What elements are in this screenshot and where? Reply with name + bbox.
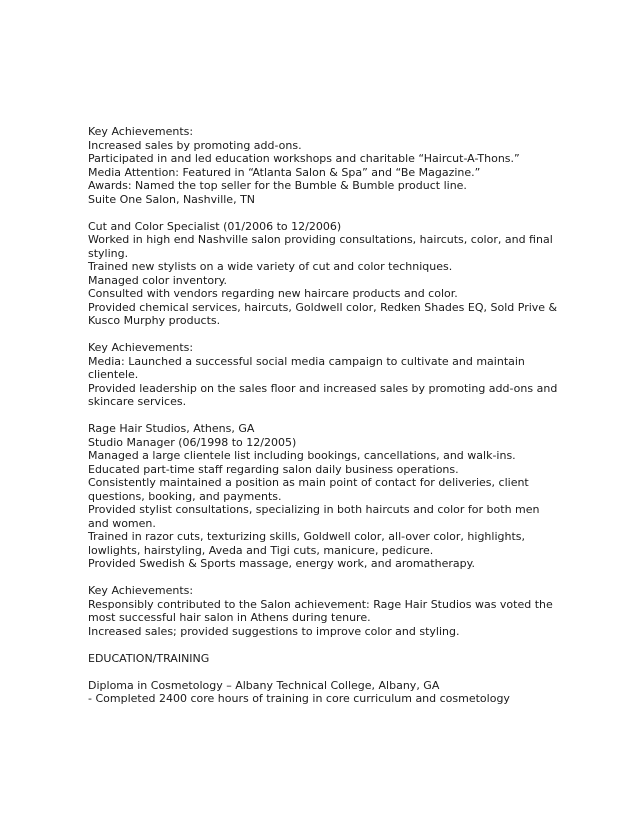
list-item: Awards: Named the top seller for the Bumble & Bumble product line. xyxy=(88,179,467,192)
section-heading: Key Achievements: xyxy=(88,341,194,354)
spacer xyxy=(88,409,558,423)
list-item: Worked in high end Nashville salon providing consultations, haircuts, color, and final styling. xyxy=(88,233,553,260)
job-cut-and-color-specialist xyxy=(88,220,558,328)
list-item: Provided stylist consultations, specializing in both haircuts and color for both men and women. xyxy=(88,503,540,530)
spacer xyxy=(88,665,558,679)
employer-line: Suite One Salon, Nashville, TN xyxy=(88,192,256,206)
spacer xyxy=(88,638,558,652)
list-item: Diploma in Cosmetology – Albany Technical College, Albany, GA xyxy=(88,678,440,692)
list-item: Increased sales; provided suggestions to improve color and styling. xyxy=(88,624,460,638)
spacer xyxy=(88,206,558,220)
resume-page xyxy=(88,125,558,706)
list-item: Provided Swedish & Sports massage, energy work, and aromatherapy. xyxy=(88,557,476,570)
list-item: Responsibly contributed to the Salon achievement: Rage Hair Studios was voted the most successful hair salon in Athens during tenure. xyxy=(88,597,553,624)
list-item: Participated in and led education workshops and charitable “Haircut-A-Thons.” xyxy=(88,152,520,165)
key-achievements-section-3 xyxy=(88,584,558,638)
list-item: Media Attention: Featured in “Atlanta Salon & Spa” and “Be Magazine.” xyxy=(88,165,481,179)
job-title: Cut and Color Specialist (01/2006 to 12/2006) xyxy=(88,219,342,233)
list-item: Consulted with vendors regarding new haircare products and color. xyxy=(88,287,458,300)
list-item: Provided leadership on the sales floor and increased sales by promoting add-ons and skincare services. xyxy=(88,381,558,408)
job-studio-manager xyxy=(88,422,558,571)
list-item: Provided chemical services, haircuts, Goldwell color, Redken Shades EQ, Sold Prive & Kusco Murphy products. xyxy=(88,300,558,327)
list-item: Trained new stylists on a wide variety of cut and color techniques. xyxy=(88,260,453,273)
spacer xyxy=(88,328,558,342)
list-item: Trained in razor cuts, texturizing skills, Goldwell color, all-over color, highlights, lowlights, hairstyling, Aveda and Tigi cuts, manicure, pedicure. xyxy=(88,530,526,557)
list-item: Managed color inventory. xyxy=(88,273,228,287)
spacer xyxy=(88,571,558,585)
education-section xyxy=(88,652,558,706)
list-item: Educated part-time staff regarding salon daily business operations. xyxy=(88,462,459,476)
key-achievements-section-2 xyxy=(88,341,558,409)
employer-line: Rage Hair Studios, Athens, GA xyxy=(88,422,255,435)
list-item: Consistently maintained a position as main point of contact for deliveries, client questions, booking, and payments. xyxy=(88,476,529,503)
list-item: Managed a large clientele list including bookings, cancellations, and walk-ins. xyxy=(88,449,516,462)
key-achievements-section-1 xyxy=(88,125,558,206)
list-item: - Completed 2400 core hours of training in core curriculum and cosmetology xyxy=(88,692,510,705)
section-heading: Key Achievements: xyxy=(88,125,194,138)
list-item: Media: Launched a successful social media campaign to cultivate and maintain clientele. xyxy=(88,354,525,381)
job-title: Studio Manager (06/1998 to 12/2005) xyxy=(88,435,297,449)
section-heading: EDUCATION/TRAINING xyxy=(88,651,210,665)
list-item: Increased sales by promoting add-ons. xyxy=(88,138,302,152)
section-heading: Key Achievements: xyxy=(88,584,194,597)
